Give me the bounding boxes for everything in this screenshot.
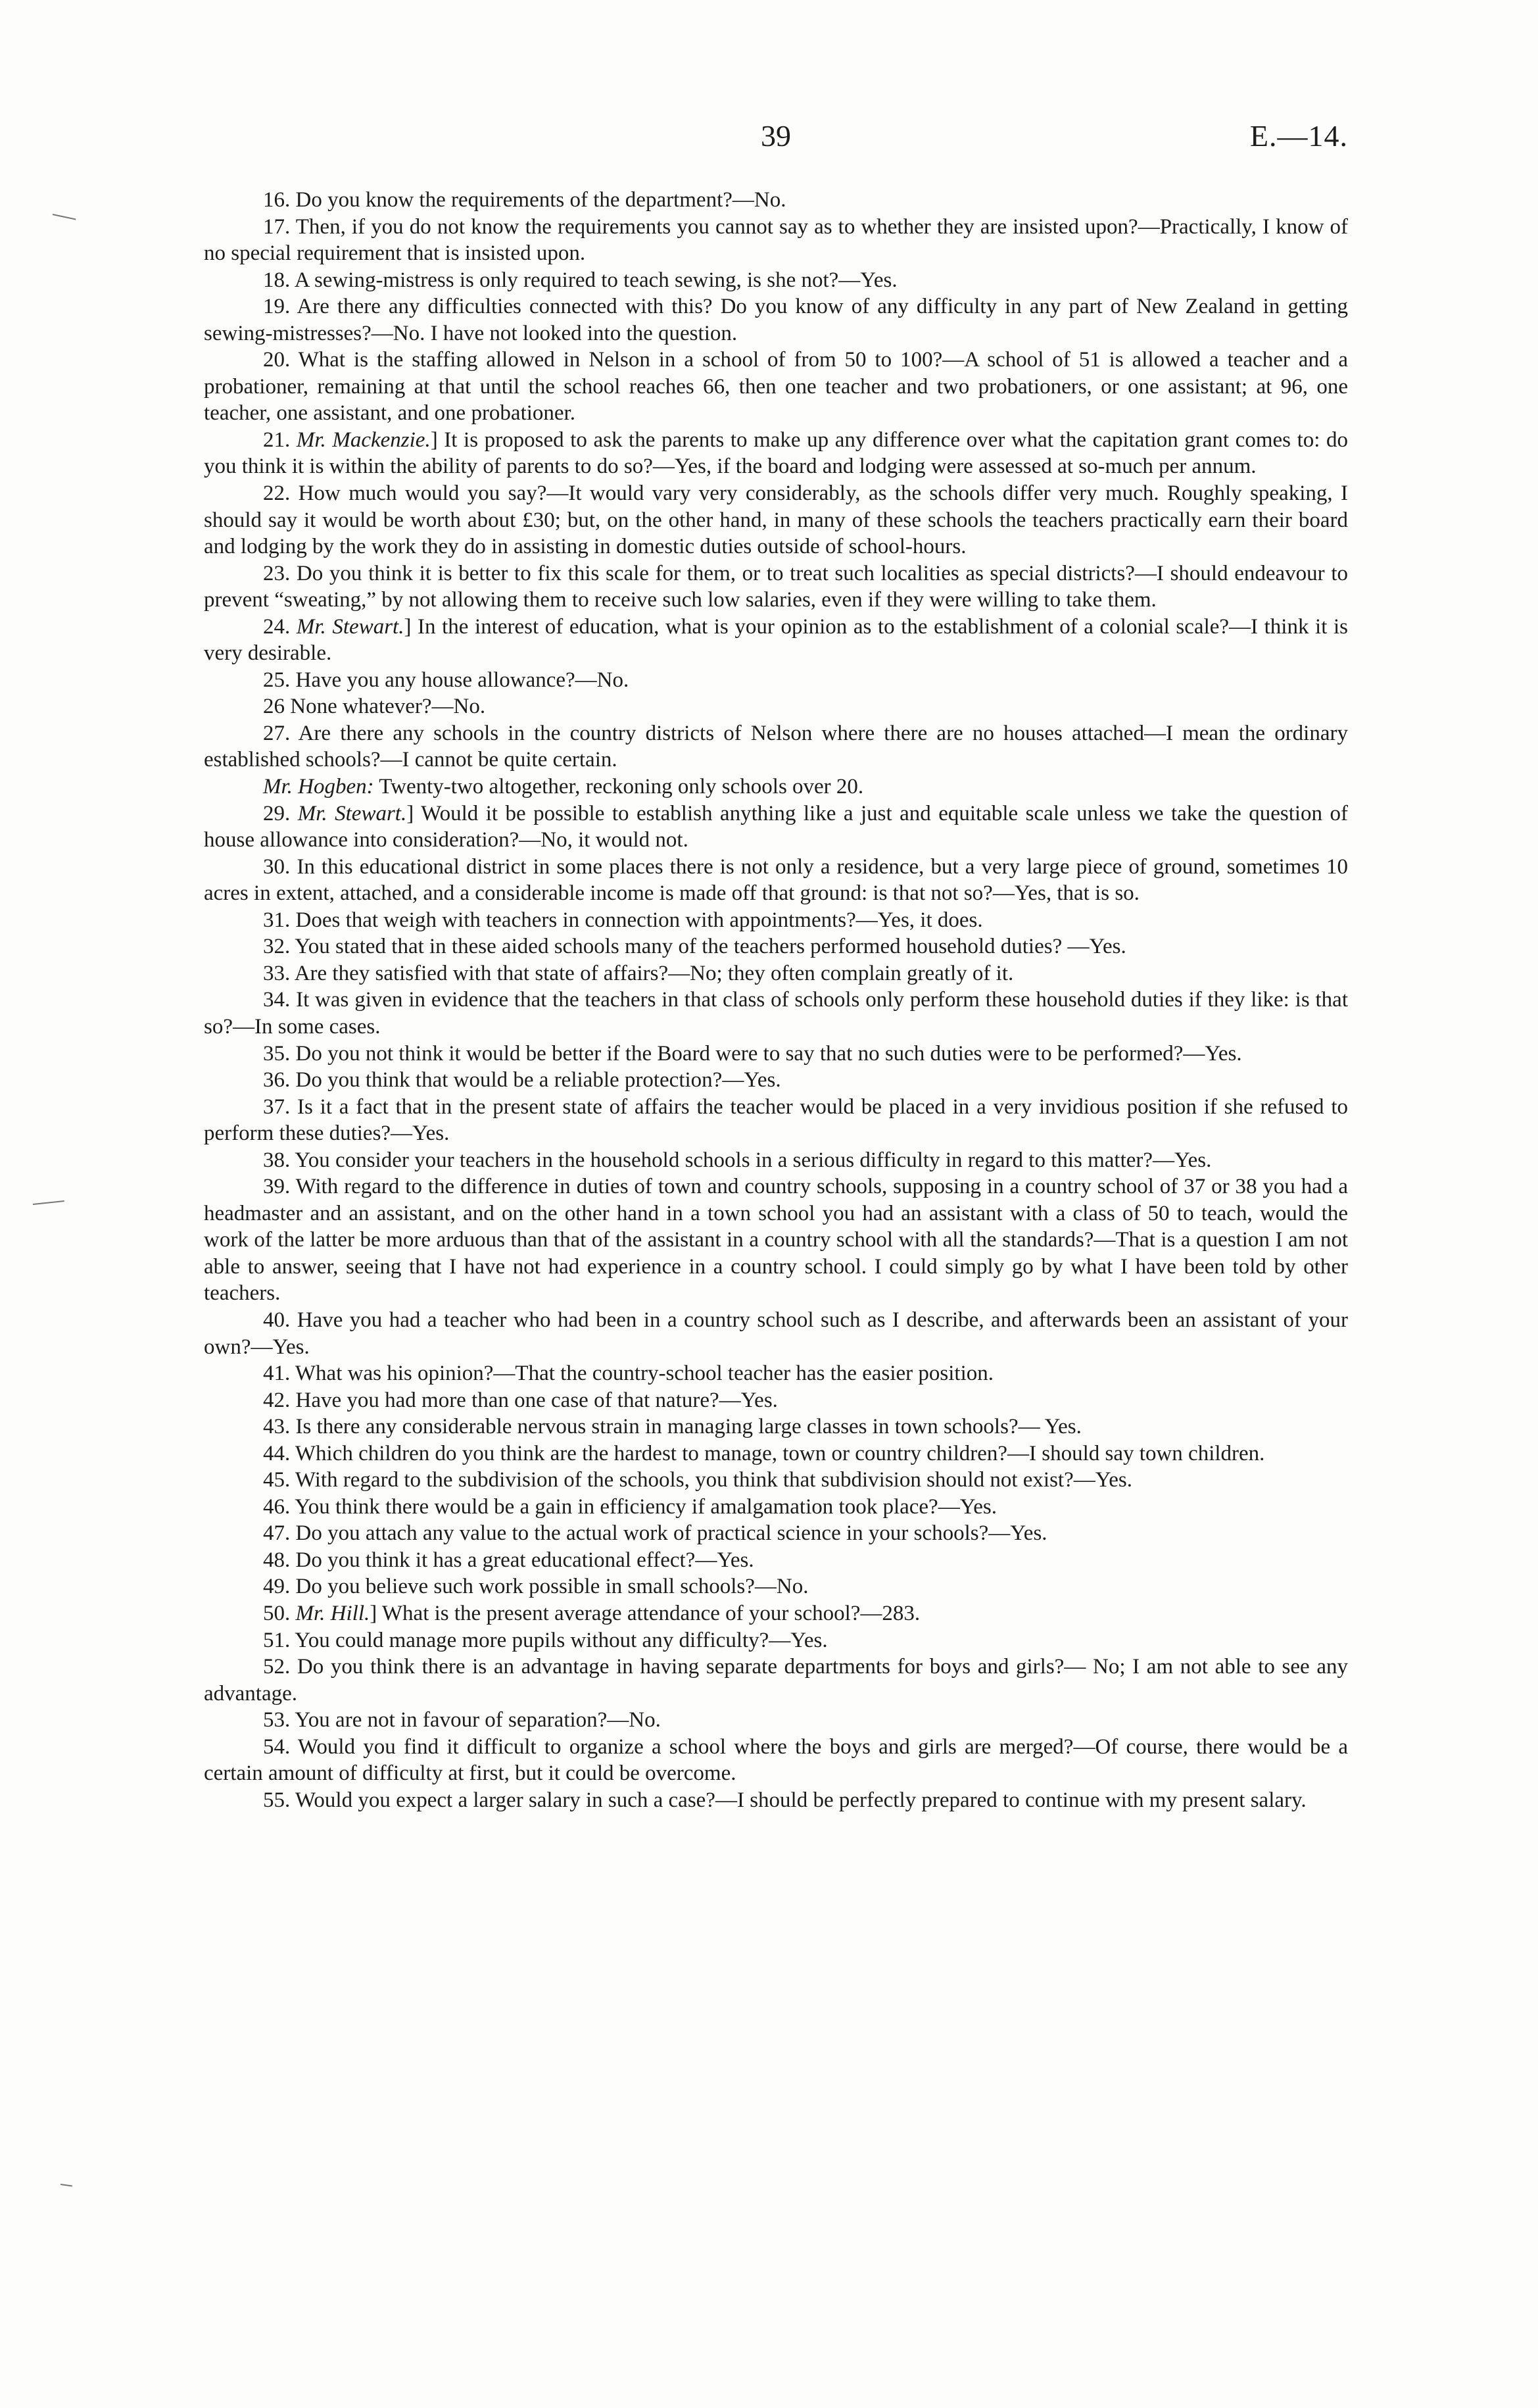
paragraph-text: Are they satisfied with that state of affairs?—No; they often complain greatly of it. <box>294 961 1014 985</box>
paragraph-text: You could manage more pupils without any difficulty?—Yes. <box>295 1628 828 1652</box>
question-number: 20. <box>263 348 291 372</box>
question-number: 32. <box>263 935 291 959</box>
testimony-paragraph <box>204 1307 1348 1360</box>
testimony-paragraph <box>204 1707 1348 1734</box>
testimony-paragraph <box>204 614 1348 667</box>
paragraph-text: Do you think it is better to fix this scale for them, or to treat such localities as special districts?—I should endeavour to prevent “sweating,” by not allowing them to receive such low salaries, even if they were willing to take them. <box>204 561 1348 612</box>
speaker-name: Mr. Hogben: <box>263 775 374 799</box>
paragraph-text: You consider your teachers in the household schools in a serious difficulty in regard to this matter?—Yes. <box>295 1148 1212 1172</box>
speaker-name: Mr. Stewart. <box>297 801 407 825</box>
question-number: 29. <box>263 801 291 825</box>
paragraph-text: You are not in favour of separation?—No. <box>295 1708 661 1732</box>
paragraph-text: ] Would it be possible to establish anything like a just and equitable scale unless we take the question of house allowance into consideration?—No, it would not. <box>204 801 1349 852</box>
paragraph-text: You think there would be a gain in efficiency if amalgamation took place?—Yes. <box>295 1494 997 1519</box>
speaker-name: Mr. Stewart. <box>296 614 404 639</box>
testimony-paragraph <box>204 854 1348 907</box>
speaker-name: Mr. Mackenzie. <box>296 428 431 452</box>
paragraph-text: Are there any schools in the country districts of Nelson where there are no houses attached—I mean the ordinary established schools?—I cannot be quite certain. <box>204 721 1348 772</box>
paragraph-text: Would you expect a larger salary in such a case?—I should be perfectly prepared to continue with my present salary. <box>295 1788 1307 1812</box>
testimony-paragraph <box>204 907 1348 934</box>
paragraph-text: Do you think there is an advantage in having separate departments for boys and girls?— No; I am not able to see any advantage. <box>204 1655 1349 1706</box>
paragraph-text: Have you had a teacher who had been in a country school such as I describe, and afterwards been an assistant of your own?—Yes. <box>204 1308 1348 1359</box>
testimony-paragraph <box>204 667 1348 694</box>
paragraph-text: It was given in evidence that the teachers in that class of schools only perform these household duties if they like: is that so?—In some cases. <box>204 988 1348 1039</box>
question-number: 54. <box>263 1734 291 1759</box>
testimony-paragraph <box>204 1520 1348 1547</box>
testimony-paragraph <box>204 1573 1348 1600</box>
paragraph-text: ] In the interest of education, what is your opinion as to the establishment of a colonial scale?—I think it is very desirable. <box>204 614 1349 666</box>
testimony-paragraph <box>204 1360 1348 1387</box>
testimony-paragraph <box>204 1547 1348 1574</box>
question-number: 55. <box>263 1788 291 1812</box>
testimony-paragraph <box>204 480 1348 560</box>
testimony-paragraph <box>204 560 1348 614</box>
paragraph-text: How much would you say?—It would vary very considerably, as the schools differ very much. Roughly speaking, I should say it would be worth about £30; but, on the other hand, in many of these schools the teachers practically earn their board and lodging by the work they do in assisting in domestic duties outside of school-hours. <box>204 481 1349 559</box>
paragraph-text: What is the staffing allowed in Nelson in a school of from 50 to 100?—A school of 51 is allowed a teacher and a probationer, remaining at that until the school reaches 66, then one teacher and two probationers, or one assistant; at 96, one teacher, one assistant, and one probationer. <box>204 348 1349 426</box>
page-number: 39 <box>761 119 791 153</box>
question-number: 17. <box>263 214 291 239</box>
paragraph-text: Have you had more than one case of that nature?—Yes. <box>295 1388 778 1412</box>
question-number: 26 <box>263 695 285 719</box>
testimony-paragraph <box>204 1387 1348 1414</box>
paragraph-text: Do you know the requirements of the department?—No. <box>295 188 786 212</box>
question-number: 44. <box>263 1441 291 1465</box>
paragraph-text: Do you think it has a great educational effect?—Yes. <box>295 1548 754 1572</box>
question-number: 36. <box>263 1068 291 1093</box>
question-number: 22. <box>263 481 291 506</box>
testimony-paragraph <box>204 1467 1348 1494</box>
question-number: 48. <box>263 1548 291 1572</box>
question-number: 46. <box>263 1494 291 1519</box>
testimony-paragraph <box>204 960 1348 987</box>
question-number: 31. <box>263 908 291 932</box>
testimony-paragraph <box>204 1413 1348 1440</box>
testimony-paragraph <box>204 427 1348 480</box>
paragraph-text: Twenty-two altogether, reckoning only schools over 20. <box>373 775 864 799</box>
paragraph-text: Does that weigh with teachers in connection with appointments?—Yes, it does. <box>295 908 983 932</box>
question-number: 49. <box>263 1575 291 1599</box>
testimony-paragraph <box>204 1787 1348 1814</box>
question-number: 35. <box>263 1041 291 1066</box>
testimony-paragraph <box>204 214 1348 267</box>
testimony-paragraph <box>204 267 1348 294</box>
question-number: 52. <box>263 1655 291 1679</box>
testimony-paragraph <box>204 1067 1348 1094</box>
testimony-paragraph <box>204 1600 1348 1627</box>
testimony-paragraph <box>204 1494 1348 1521</box>
paragraph-text: In this educational district in some places there is not only a residence, but a very large piece of ground, sometimes 10 acres in extent, attached, and a considerable income is made off that ground: is that not so?—Yes, that is so. <box>204 854 1348 906</box>
paragraph-text: Is there any considerable nervous strain in managing large classes in town schools?— Yes. <box>295 1415 1082 1439</box>
margin-mark <box>53 214 76 220</box>
testimony-paragraph <box>204 800 1348 854</box>
paragraph-text: Do you not think it would be better if the Board were to say that no such duties were to be performed?—Yes. <box>295 1041 1242 1066</box>
testimony-paragraph <box>204 1734 1348 1787</box>
question-number: 40. <box>263 1308 291 1332</box>
question-number: 27. <box>263 721 291 745</box>
paragraph-text: A sewing-mistress is only required to teach sewing, is she not?—Yes. <box>294 268 898 292</box>
page-header <box>204 118 1348 164</box>
testimony-paragraph <box>204 1147 1348 1174</box>
paragraph-text: ] It is proposed to ask the parents to make up any difference over what the capitation grant comes to: do you think it is within the ability of parents to do so?—Yes, if the board and lodging were assessed at so-much per annum. <box>204 428 1349 479</box>
paragraph-text: Which children do you think are the hardest to manage, town or country children?—I should say town children. <box>295 1441 1265 1465</box>
question-number: 37. <box>263 1094 291 1119</box>
paragraph-text: With regard to the difference in duties of town and country schools, supposing in a country school of 37 or 38 you had a headmaster and an assistant, and on the other hand in a town school you had an assistant with a class of 50 to teach, would the work of the latter be more arduous than that of the assistant in a country school with all the standards?—That is a question I am not able to answer, seeing that I have not had experience in a country school. I could simply go by what I have been told by other teachers. <box>204 1175 1348 1306</box>
testimony-paragraph <box>204 720 1348 774</box>
testimony-paragraph <box>204 1654 1348 1707</box>
question-number: 23. <box>263 561 291 585</box>
question-number: 41. <box>263 1362 291 1386</box>
paragraph-text: Then, if you do not know the requirements you cannot say as to whether they are insisted upon?—Practically, I know of no special requirement that is insisted upon. <box>204 214 1349 266</box>
question-number: 21. <box>263 428 291 452</box>
testimony-paragraph <box>204 987 1348 1040</box>
paragraph-text: Do you attach any value to the actual work of practical science in your schools?—Yes. <box>295 1521 1047 1546</box>
testimony-paragraph <box>204 1094 1348 1147</box>
paragraph-text: None whatever?—No. <box>290 695 486 719</box>
document-body <box>204 187 1348 1813</box>
testimony-paragraph <box>204 1041 1348 1068</box>
question-number: 30. <box>263 854 291 879</box>
testimony-paragraph <box>204 293 1348 347</box>
question-number: 25. <box>263 668 291 692</box>
margin-mark <box>33 1200 64 1205</box>
paragraph-text: With regard to the subdivision of the schools, you think that subdivision should not exist?—Yes. <box>295 1468 1133 1492</box>
paragraph-text: What was his opinion?—That the country-school teacher has the easier position. <box>295 1362 994 1386</box>
paragraph-text: ] What is the present average attendance of your school?—283. <box>370 1601 921 1625</box>
paragraph-text: You stated that in these aided schools many of the teachers performed household duties? —Yes. <box>295 935 1126 959</box>
question-number: 33. <box>263 961 291 985</box>
question-number: 50. <box>263 1601 291 1625</box>
margin-mark <box>60 2184 72 2186</box>
testimony-paragraph <box>204 933 1348 960</box>
testimony-paragraph <box>204 774 1348 800</box>
paragraph-text: Do you think that would be a reliable protection?—Yes. <box>295 1068 781 1093</box>
question-number: 42. <box>263 1388 291 1412</box>
question-number: 47. <box>263 1521 291 1546</box>
paragraph-text: Have you any house allowance?—No. <box>295 668 629 692</box>
paragraph-text: Are there any difficulties connected with this? Do you know of any difficulty in any part of New Zealand in getting sewing-mistresses?—No. I have not looked into the question. <box>204 295 1348 345</box>
paragraph-text: Is it a fact that in the present state of affairs the teacher would be placed in a very invidious position if she refused to perform these duties?—Yes. <box>204 1094 1349 1146</box>
testimony-paragraph <box>204 1440 1348 1467</box>
question-number: 45. <box>263 1468 291 1492</box>
question-number: 38. <box>263 1148 291 1172</box>
paragraph-text: Do you believe such work possible in small schools?—No. <box>295 1575 809 1599</box>
question-number: 51. <box>263 1628 291 1652</box>
question-number: 16. <box>263 188 291 212</box>
testimony-paragraph <box>204 347 1348 427</box>
question-number: 34. <box>263 988 291 1012</box>
question-number: 39. <box>263 1175 291 1199</box>
paragraph-text: Would you find it difficult to organize a school where the boys and girls are merged?—Of course, there would be a certain amount of difficulty at first, but it could be overcome. <box>204 1734 1349 1786</box>
testimony-paragraph <box>204 1627 1348 1654</box>
testimony-paragraph <box>204 187 1348 214</box>
question-number: 19. <box>263 295 291 319</box>
document-reference: E.—14. <box>1249 119 1348 153</box>
question-number: 53. <box>263 1708 291 1732</box>
speaker-name: Mr. Hill. <box>295 1601 370 1625</box>
question-number: 43. <box>263 1415 291 1439</box>
question-number: 24. <box>263 614 291 639</box>
question-number: 18. <box>263 268 291 292</box>
testimony-paragraph <box>204 693 1348 720</box>
testimony-paragraph <box>204 1173 1348 1307</box>
